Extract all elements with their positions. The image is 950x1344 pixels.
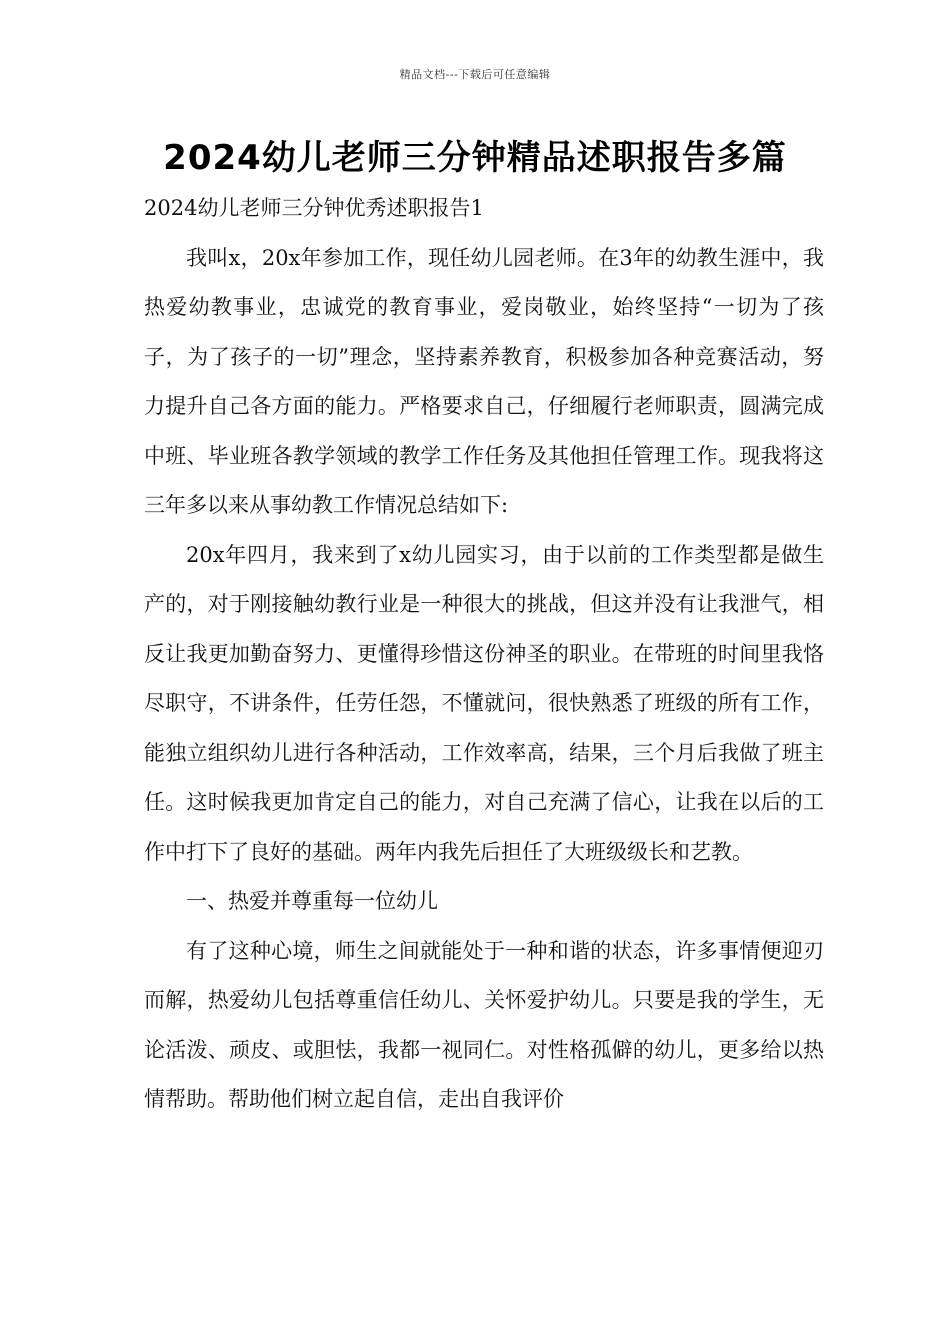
paragraph-experience: 20x年四月，我来到了x幼儿园实习，由于以前的工作类型都是做生产的，对于刚接触幼教行业是一种很大的挑战，但这并没有让我泄气，相反让我更加勤奋努力、更懂得珍惜这份神圣的职业。在带班的时间里我恪尽职守，不讲条件，任劳任怨，不懂就问，很快熟悉了班级的所有工作，能独立组织幼儿进行各种活动，工作效率高，结果，三个月后我做了班主任。这时候我更加肯定自己的能力，对自己充满了信心，让我在以后的工作中打下了良好的基础。两年内我先后担任了大班级级长和艺教。 [144, 542, 824, 864]
paragraph-section-1: 有了这种心境，师生之间就能处于一种和谐的状态，许多事情便迎刃而解，热爱幼儿包括尊重信任幼儿、关怀爱护幼儿。只要是我的学生，无论活泼、顽皮、或胆怯，我都一视同仁。对性格孤僻的幼儿，更多给以热情帮助。帮助他们树立起自信，走出自我评价 [144, 938, 824, 1111]
section-heading: 一、热爱并尊重每一位幼儿 [186, 889, 438, 913]
page-header-note: 精品文档---下载后可任意编辑 [399, 68, 551, 81]
report-subtitle: 2024幼儿老师三分钟优秀述职报告1 [144, 196, 484, 220]
document-title: 2024幼儿老师三分钟精品述职报告多篇 [163, 138, 787, 178]
document-body [144, 184, 824, 1125]
paragraph-intro: 我叫x，20x年参加工作，现任幼儿园老师。在3年的幼教生涯中，我热爱幼教事业，忠诚党的教育事业，爱岗敬业，始终坚持“一切为了孩子，为了孩子的一切”理念，坚持素养教育，积极参加各种竞赛活动，努力提升自己各方面的能力。严格要求自己，仔细履行老师职责，圆满完成中班、毕业班各教学领域的教学工作任务及其他担任管理工作。现我将这三年多以来从事幼教工作情况总结如下: [144, 245, 824, 517]
